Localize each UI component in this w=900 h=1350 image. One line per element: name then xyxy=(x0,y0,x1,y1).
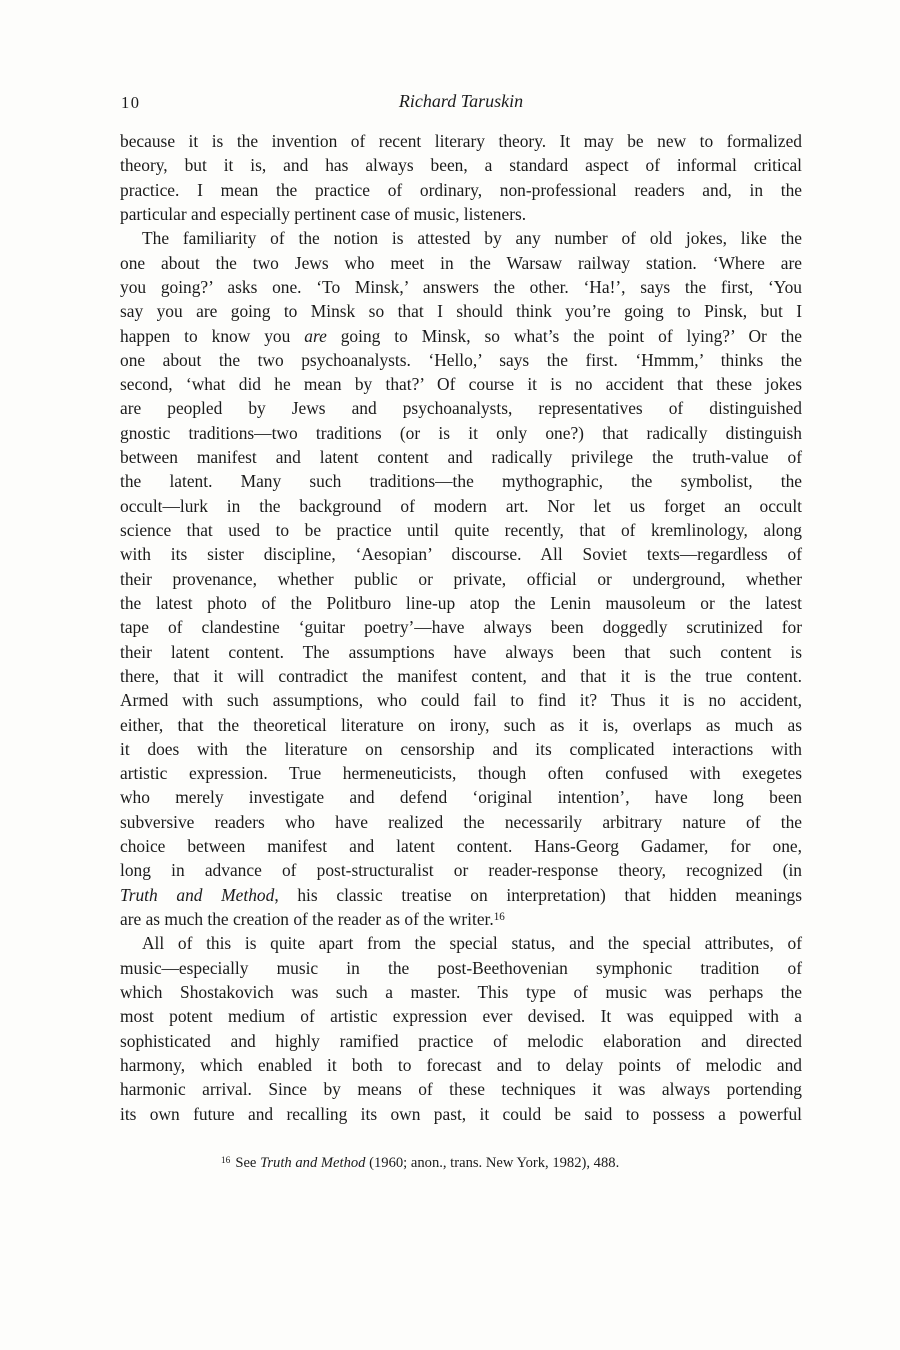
text-run: , his classic treatise on interpretation) that hidden meanings xyxy=(274,884,802,905)
text-line xyxy=(120,567,802,591)
text-run: subversive readers who have realized the necessarily arbitrary nature of the xyxy=(120,811,802,832)
text-run: the latent. Many such traditions—the mythographic, the symbolist, the xyxy=(120,471,802,492)
page-number: 10 xyxy=(121,93,141,112)
text-line xyxy=(120,1077,802,1101)
text-line xyxy=(120,761,802,785)
text-line xyxy=(120,275,802,299)
text-line xyxy=(120,348,802,372)
text-run: harmony, which enabled it both to forecast and to delay points of melodic and xyxy=(120,1054,802,1075)
body-text xyxy=(120,129,802,1126)
text-line xyxy=(120,153,802,177)
text-run: there, that it will contradict the manifest content, and that it is the true content. xyxy=(120,665,802,686)
text-run: tape of clandestine ‘guitar poetry’—have always been doggedly scrutinized for xyxy=(120,617,802,638)
text-run: their latent content. The assumptions have always been that such content is xyxy=(120,641,802,662)
text-line xyxy=(120,931,802,955)
text-line xyxy=(120,1102,802,1126)
text-line xyxy=(120,518,802,542)
text-run: theory, but it is, and has always been, a standard aspect of informal critical xyxy=(120,155,802,176)
text-line xyxy=(120,907,802,931)
text-line xyxy=(120,396,802,420)
text-line xyxy=(120,542,802,566)
text-run: Truth and Method xyxy=(260,1155,366,1171)
text-run: choice between manifest and latent content. Hans-Georg Gadamer, for one, xyxy=(120,836,802,857)
text-run: their provenance, whether public or private, official or underground, whether xyxy=(120,568,802,589)
text-run: practice. I mean the practice of ordinary, non-professional readers and, in the xyxy=(120,179,802,200)
text-run: Armed with such assumptions, who could fail to find it? Thus it is no accident, xyxy=(120,690,802,711)
text-run: with its sister discipline, ‘Aesopian’ discourse. All Soviet texts—regardless of xyxy=(120,544,802,565)
text-line xyxy=(120,445,802,469)
text-run: between manifest and latent content and radically privilege the truth-value of xyxy=(120,447,802,468)
text-run: (1960; anon., trans. New York, 1982), 488. xyxy=(365,1155,620,1171)
text-line xyxy=(120,883,802,907)
text-line xyxy=(120,834,802,858)
text-run: say you are going to Minsk so that I should think you’re going to Pinsk, but I xyxy=(120,301,802,322)
text-line xyxy=(120,372,802,396)
text-line xyxy=(120,251,802,275)
text-run: one about the two Jews who meet in the Warsaw railway station. ‘Where are xyxy=(120,252,802,273)
text-line xyxy=(120,785,802,809)
text-run: are as much the creation of the reader as of the writer. xyxy=(120,909,494,929)
text-line xyxy=(120,956,802,980)
text-run: occult—lurk in the background of modern art. Nor let us forget an occult xyxy=(120,495,802,516)
text-run: one about the two psychoanalysts. ‘Hello,’ says the first. ‘Hmmm,’ thinks the xyxy=(120,349,802,370)
text-line xyxy=(120,810,802,834)
text-run: science that used to be practice until quite recently, that of kremlinology, along xyxy=(120,520,802,540)
footnote-text xyxy=(120,1153,802,1173)
text-line xyxy=(120,299,802,323)
text-line xyxy=(120,226,802,250)
text-run: particular and especially pertinent case of music, listeners. xyxy=(120,203,527,224)
text-line xyxy=(120,324,802,348)
text-run: artistic expression. True hermeneuticists, though often confused with exegetes xyxy=(120,763,802,784)
text-run: sophisticated and highly ramified practice of melodic elaboration and directed xyxy=(120,1030,802,1051)
footnote-marker: 16 xyxy=(221,1155,231,1166)
text-run: The familiarity of the notion is attested by any number of old jokes, like the xyxy=(142,228,802,249)
text-line xyxy=(120,640,802,664)
text-run: are peopled by Jews and psychoanalysts, representatives of distinguished xyxy=(120,398,802,419)
text-run: gnostic traditions—two traditions (or is it only one?) that radically distinguish xyxy=(120,422,802,443)
text-line xyxy=(120,591,802,615)
text-run: second, ‘what did he mean by that?’ Of course it is no accident that these jokes xyxy=(120,374,802,395)
text-line xyxy=(120,1029,802,1053)
text-line xyxy=(120,688,802,712)
text-run: Truth and Method xyxy=(120,884,275,905)
text-line xyxy=(120,1053,802,1077)
text-run: the latest photo of the Politburo line-up atop the Lenin mausoleum or the latest xyxy=(120,592,802,613)
footnote-reference: 16 xyxy=(493,911,505,923)
text-line xyxy=(120,421,802,445)
text-run: who merely investigate and defend ‘original intention’, have long been xyxy=(120,787,802,808)
text-run: because it is the invention of recent literary theory. It may be new to formalized xyxy=(120,131,802,151)
text-run: either, that the theoretical literature on irony, such as it is, overlaps as much as xyxy=(120,714,802,735)
running-head-row xyxy=(120,91,802,115)
text-run: its own future and recalling its own past, it could be said to possess a powerful xyxy=(120,1103,802,1124)
text-run: harmonic arrival. Since by means of these techniques it was always portending xyxy=(120,1079,802,1100)
text-line xyxy=(120,469,802,493)
text-run: you going?’ asks one. ‘To Minsk,’ answers the other. ‘Ha!’, says the first, ‘You xyxy=(120,276,802,297)
text-run: going to Minsk, so what’s the point of lying?’ Or the xyxy=(326,325,802,346)
text-run: happen to know you xyxy=(120,325,305,346)
text-run: All of this is quite apart from the special status, and the special attributes, of xyxy=(142,933,802,954)
text-line xyxy=(120,494,802,518)
body-paragraph xyxy=(120,931,802,1126)
text-line xyxy=(120,615,802,639)
text-line xyxy=(120,178,802,202)
running-head-title: Richard Taruskin xyxy=(398,91,524,111)
body-paragraph xyxy=(120,226,802,931)
text-run: long in advance of post-structuralist or reader-response theory, recognized (in xyxy=(120,860,802,881)
text-line xyxy=(120,202,802,226)
text-run: See xyxy=(235,1155,261,1171)
text-run: it does with the literature on censorship and its complicated interactions with xyxy=(120,738,802,759)
text-line xyxy=(120,129,802,153)
footnote xyxy=(120,1153,802,1173)
text-run: are xyxy=(304,325,327,346)
text-run: most potent medium of artistic expression ever devised. It was equipped with a xyxy=(120,1006,802,1027)
text-line xyxy=(120,737,802,761)
text-line xyxy=(120,980,802,1004)
text-line xyxy=(120,664,802,688)
text-line xyxy=(120,713,802,737)
text-run: music—especially music in the post-Beethovenian symphonic tradition of xyxy=(120,957,802,978)
text-line xyxy=(120,858,802,882)
body-paragraph xyxy=(120,129,802,226)
text-line xyxy=(120,1004,802,1028)
text-run: which Shostakovich was such a master. This type of music was perhaps the xyxy=(120,981,802,1002)
